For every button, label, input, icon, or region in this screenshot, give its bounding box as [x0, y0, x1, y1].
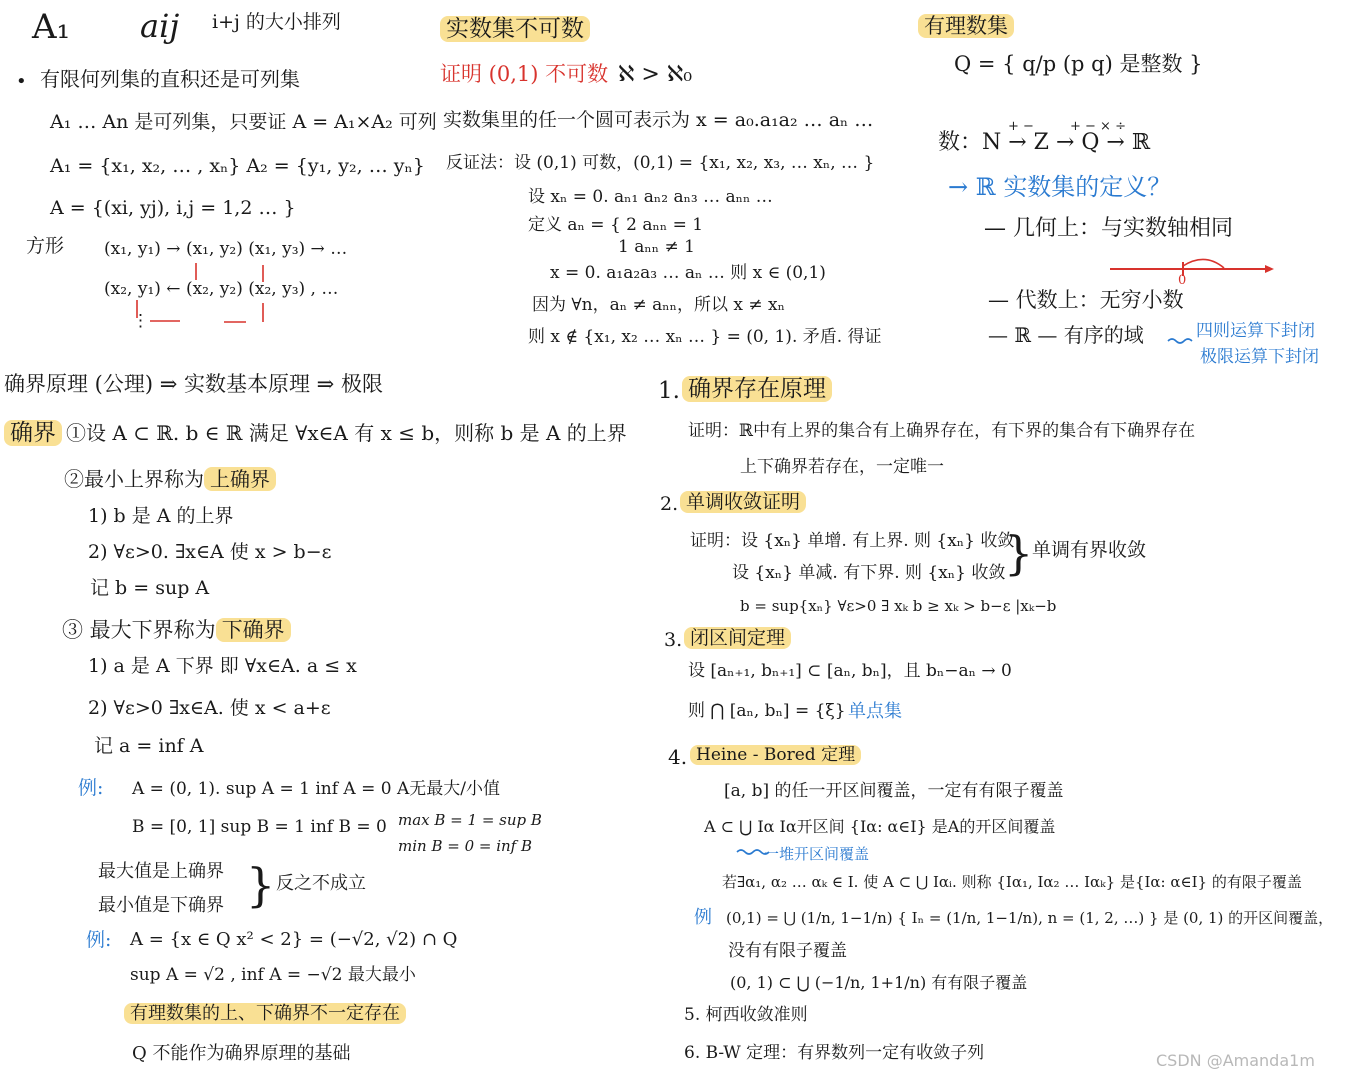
section-1-num: 1.: [658, 378, 680, 404]
section-3-line-1: 设 [aₙ₊₁, bₙ₊₁] ⊂ [aₙ, bₙ]，且 bₙ−aₙ → 0: [688, 661, 1012, 681]
section-3-line-2: 则 ⋂ [aₙ, bₙ] = {ξ}: [688, 701, 846, 721]
uncountable-line-8: 则 x ∉ {x₁, x₂ … xₙ … } = (0, 1). 矛盾. 得证: [528, 327, 882, 347]
ordered-field: — ℝ — 有序的域: [988, 323, 1144, 347]
uncountable-claim: 证明 (0,1) 不可数: [440, 62, 609, 86]
section-2-line-1: 证明：设 {xₙ} 单增. 有上界. 则 {xₙ} 收敛: [690, 531, 1015, 551]
section-4-example-3: (0, 1) ⊂ ⋃ (−1/n, 1+1/n) 有有限子覆盖: [730, 973, 1028, 992]
sup-term: 上确界: [204, 467, 276, 491]
sup-def-text: ②最小上界称为: [64, 467, 204, 491]
square-label: 方形: [26, 235, 65, 257]
uncountable-line-3: 设 xₙ = 0. aₙ₁ aₙ₂ aₙ₃ … aₙₙ …: [528, 187, 773, 207]
closed-arith: 四则运算下封闭: [1196, 321, 1315, 341]
converse-note: 反之不成立: [276, 873, 366, 894]
uncountable-line-5: 1 aₙₙ ≠ 1: [618, 237, 695, 257]
section-4-note: 一堆开区间覆盖: [764, 845, 870, 863]
algebraic-view: — 代数上：无穷小数: [988, 288, 1184, 312]
section-3-num: 3.: [664, 629, 683, 651]
inf-cond-1: 1) a 是 A 下界 即 ∀x∈A. a ≤ x: [88, 655, 357, 677]
uncountable-title-text: 实数集不可数: [440, 16, 590, 42]
grid-row-2: (x₂, y₁) ← (x₂, y₂) (x₂, y₃) , …: [104, 279, 339, 299]
uncountable-line-2: 反证法：设 (0,1) 可数，(0,1) = {x₁, x₂, x₃, … xₙ, … }: [446, 153, 875, 173]
bound-label: [4, 420, 62, 446]
number-chain: 数：N → Z → Q → ℝ: [938, 130, 1151, 155]
section-2-title: [680, 492, 806, 514]
section-2-line-2: 设 {xₙ} 单减. 有下界. 则 {xₙ} 收敛: [732, 563, 1006, 583]
uncountable-line-4: 定义 aₙ = { 2 aₙₙ = 1: [528, 215, 704, 235]
section-3-note: 单点集: [848, 701, 902, 722]
example-label-1: 例:: [78, 777, 104, 799]
uncountable-line-1: 实数集里的任一个圆可表示为 x = a₀.a₁a₂ … aₙ …: [443, 109, 874, 131]
section-6: 6. B-W 定理：有界数列一定有收敛子列: [684, 1043, 985, 1063]
q-foundation-note: Q 不能作为确界原理的基础: [132, 1043, 351, 1064]
sup-cond-1: 1) b 是 A 的上界: [88, 505, 234, 527]
closed-limit: 极限运算下封闭: [1200, 347, 1319, 367]
bound-label-text: 确界: [4, 420, 62, 446]
example-1-min: min B = 0 = inf B: [398, 837, 533, 855]
countable-line-3: A = {(xi, yj), i,j = 1,2 … }: [50, 197, 296, 219]
example-1-line-2: B = [0, 1] sup B = 1 inf B = 0: [132, 817, 387, 837]
min-is-inf: 最小值是下确界: [98, 895, 224, 916]
section-1-title-text: 确界存在原理: [682, 376, 832, 402]
inf-cond-2: 2) ∀ε>0 ∃x∈A. 使 x < a+ε: [88, 697, 331, 719]
rational-title: [918, 14, 1014, 38]
converse-brace: }: [246, 858, 276, 912]
grid-row-1: (x₁, y₁) → (x₁, y₂) (x₁, y₃) → …: [104, 239, 348, 259]
example-label-2: 例:: [86, 929, 112, 951]
section-4-line-1: [a, b] 的任一开区间覆盖，一定有有限子覆盖: [724, 781, 1064, 801]
watermark: CSDN @Amanda1m: [1156, 1051, 1315, 1070]
section-1-line-2: 上下确界若存在，一定唯一: [740, 457, 944, 477]
example-2-line-2: sup A = √2 , inf A = −√2 最大最小: [130, 965, 416, 985]
section-2-title-text: 单调收敛证明: [680, 491, 806, 513]
max-is-sup: 最大值是上确界: [98, 861, 224, 882]
example-1-line-1: A = (0, 1). sup A = 1 inf A = 0 A无最大/小值: [132, 779, 500, 799]
number-axis-arrow: [1265, 265, 1274, 273]
chain-ops-2: + − × ÷: [1070, 119, 1126, 134]
countable-product-title: 有限何列集的直积还是可列集: [40, 67, 300, 91]
chain-ops-1: + −: [1008, 119, 1034, 134]
section-2-note: 单调有界收敛: [1032, 539, 1147, 561]
inf-notation: 记 a = inf A: [94, 735, 204, 757]
sup-cond-2: 2) ∀ε>0. ∃x∈A 使 x > b−ε: [88, 541, 332, 563]
section-4-example-2: 没有有限子覆盖: [728, 941, 847, 961]
grid-row-3: ⋮: [132, 311, 149, 331]
upper-bound-def: ①设 A ⊂ ℝ. b ∈ ℝ 满足 ∀x∈A 有 x ≤ b，则称 b 是 A 的上界: [66, 421, 627, 445]
section-4-example-1: (0,1) = ⋃ (1/n, 1−1/n) { Iₙ = (1/n, 1−1/n), n = (1, 2, …) } 是 (0, 1) 的开区间覆盖，: [726, 909, 1334, 927]
section-4-example-label: 例: [694, 907, 712, 928]
section-1-title: [682, 376, 832, 402]
supremum-chain: 确界原理 (公理) ⇒ 实数基本原理 ⇒ 极限: [4, 372, 383, 396]
countable-line-1: A₁ … An 是可列集，只要证 A = A₁×A₂ 可列: [50, 111, 437, 133]
bullet: •: [16, 71, 27, 92]
rational-def: Q = { q/p (p q) 是整数 }: [954, 52, 1203, 76]
aleph-symbols: ℵ > ℵ₀: [618, 62, 693, 87]
geometric-view: — 几何上：与实数轴相同: [984, 216, 1233, 241]
section-1-line-1: 证明：ℝ中有上界的集合有上确界存在，有下界的集合有下确界存在: [688, 421, 1196, 441]
sup-def: [64, 468, 276, 491]
uncountable-title: [440, 16, 590, 42]
rational-title-text: 有理数集: [918, 14, 1014, 38]
example-2-line-1: A = {x ∈ Q x² < 2} = (−√2, √2) ∩ Q: [130, 929, 458, 950]
section-4-num: 4.: [668, 745, 688, 769]
a1-label: A₁: [32, 7, 71, 47]
section-5: 5. 柯西收敛准则: [684, 1005, 808, 1025]
inf-def-text: ③ 最大下界称为: [62, 618, 216, 642]
monotone-brace: }: [1004, 526, 1034, 580]
number-axis-arc: [1183, 259, 1224, 268]
inf-def: [62, 618, 291, 642]
section-4-title: [690, 746, 861, 766]
section-4-title-text: Heine - Bored 定理: [690, 745, 861, 765]
section-4-line-2: A ⊂ ⋃ Iα Iα开区间 {Iα: α∈I} 是A的开区间覆盖: [704, 817, 1056, 836]
sup-notation: 记 b = sup A: [90, 577, 210, 599]
section-4-line-3: 若∃α₁, α₂ … αₖ ∈ I. 使 A ⊂ ⋃ Iαᵢ. 则称 {Iα₁, Iα₂ … Iαₖ} 是{Iα: α∈I} 的有限子覆盖: [722, 873, 1302, 891]
section-2-line-3: b = sup{xₙ} ∀ε>0 ∃ xₖ b ≥ xₖ > b−ε |xₖ−b: [740, 597, 1057, 615]
axis-zero: 0: [1178, 273, 1187, 288]
order-note: i+j 的大小排列: [212, 11, 341, 33]
real-definition-question: → ℝ 实数集的定义？: [948, 173, 1172, 201]
aij-label: aij: [140, 7, 180, 45]
uncountable-line-6: x = 0. a₁a₂a₃ … aₙ … 则 x ∈ (0,1): [550, 263, 826, 283]
example-1-max: max B = 1 = sup B: [398, 811, 542, 829]
inf-term: 下确界: [216, 618, 291, 642]
field-squiggle: [1168, 339, 1192, 343]
countable-line-2: A₁ = {x₁, x₂, … , xₙ} A₂ = {y₁, y₂, … yₙ}: [50, 155, 425, 177]
rational-bound-note: [124, 1004, 406, 1025]
section-3-title: [684, 628, 791, 650]
rational-bound-note-text: 有理数集的上、下确界不一定存在: [124, 1003, 406, 1024]
section-2-num: 2.: [660, 493, 679, 515]
uncountable-line-7: 因为 ∀n，aₙ ≠ aₙₙ，所以 x ≠ xₙ: [532, 295, 785, 315]
section-3-title-text: 闭区间定理: [684, 627, 791, 649]
